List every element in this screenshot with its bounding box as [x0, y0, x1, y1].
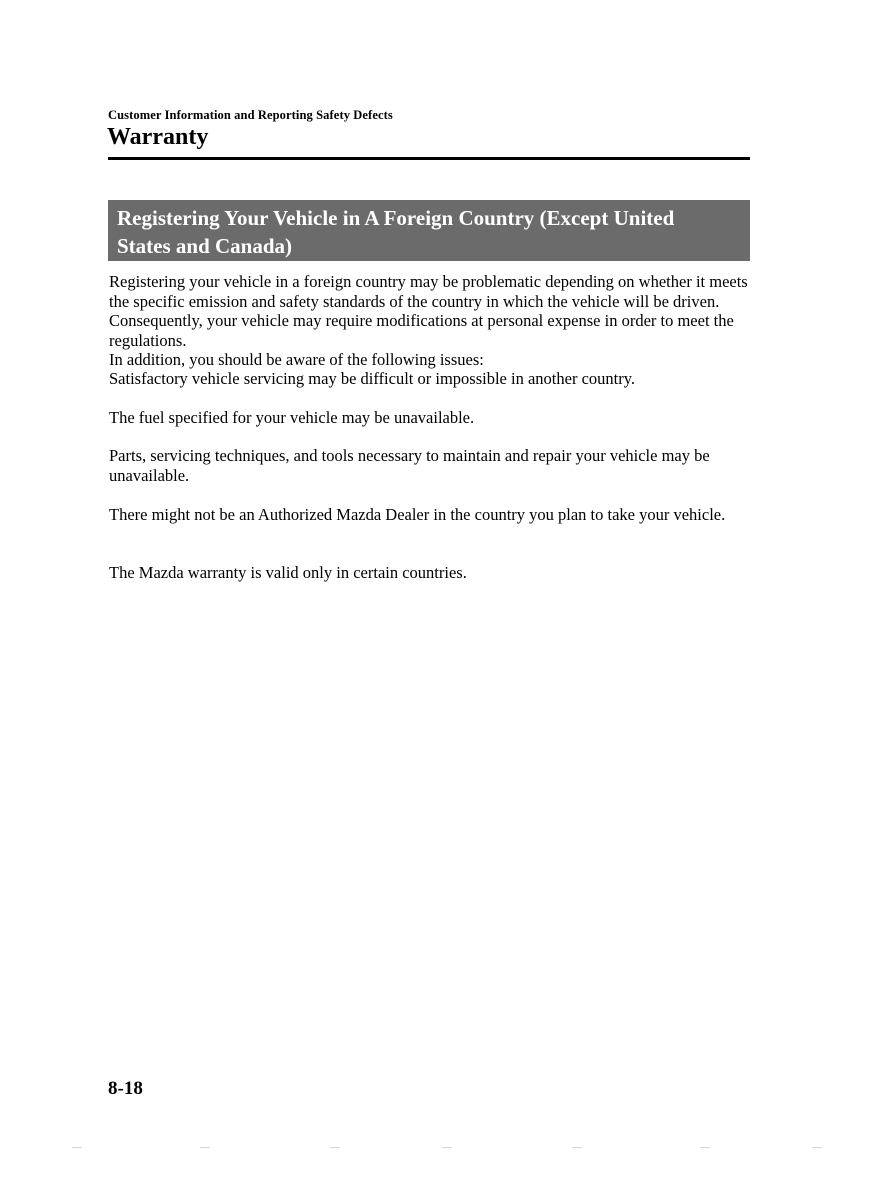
- edge-mark: [72, 1147, 82, 1148]
- page-title: Warranty: [107, 124, 209, 150]
- edge-mark: [700, 1147, 710, 1148]
- edge-mark: [200, 1147, 210, 1148]
- title-divider: [108, 157, 750, 160]
- edge-mark: [442, 1147, 452, 1148]
- edge-mark: [812, 1147, 822, 1148]
- section-heading: Registering Your Vehicle in A Foreign Country (Except United States and Canada): [117, 206, 675, 258]
- paragraph-parts: Parts, servicing techniques, and tools necessary to maintain and repair your vehicle may be unavailable.: [109, 446, 710, 485]
- paragraph-warranty-validity: The Mazda warranty is valid only in certain countries.: [109, 563, 467, 582]
- page-number: 8-18: [108, 1078, 143, 1099]
- edge-mark: [572, 1147, 582, 1148]
- section-banner: [108, 200, 750, 261]
- breadcrumb: Customer Information and Reporting Safety Defects: [108, 108, 393, 122]
- paragraph-servicing: Satisfactory vehicle servicing may be difficult or impossible in another country.: [109, 369, 636, 388]
- paragraph-intro: Registering your vehicle in a foreign country may be problematic depending on whether it meets the specific emission and safety standards of the country in which the vehicle will be driven. Consequently, your vehicle may require modifications at personal expense in order to meet the regulations.: [109, 272, 748, 350]
- paragraph-dealer: There might not be an Authorized Mazda Dealer in the country you plan to take your vehicle.: [109, 505, 726, 524]
- paragraph-fuel: The fuel specified for your vehicle may be unavailable.: [109, 408, 475, 427]
- edge-mark: [330, 1147, 340, 1148]
- paragraph-issues-lead: In addition, you should be aware of the following issues:: [109, 350, 484, 369]
